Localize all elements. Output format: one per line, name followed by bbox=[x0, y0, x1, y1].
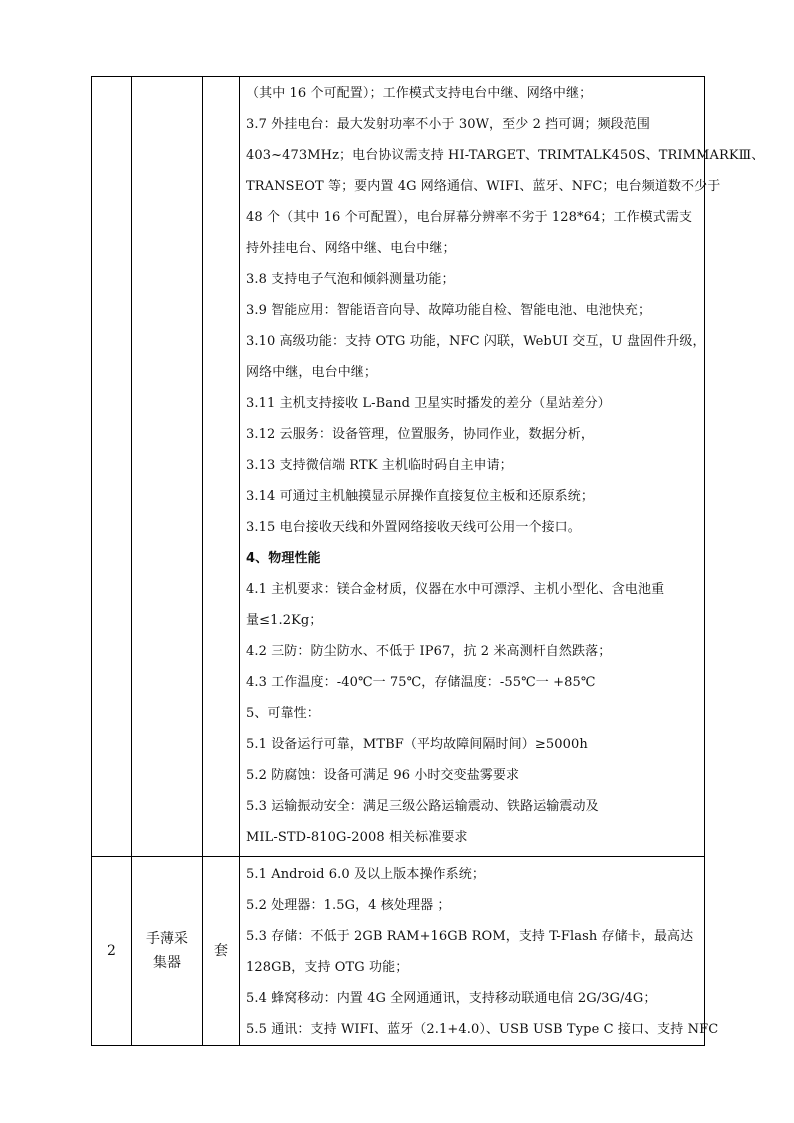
spec-line: 5.3 运输振动安全：满足三级公路运输震动、铁路运输震动及 bbox=[246, 799, 599, 814]
spec-line: 3.14 可通过主机触摸显示屏操作直接复位主板和还原系统； bbox=[246, 489, 594, 504]
spec-line: 持外挂电台、网络中继、电台中继； bbox=[246, 241, 456, 256]
spec-line: 5.1 设备运行可靠，MTBF（平均故障间隔时间）≥5000h bbox=[246, 737, 588, 752]
item-unit-cell bbox=[203, 857, 240, 1046]
spec-line: 量≤1.2Kg； bbox=[246, 613, 323, 628]
spec-line: 3.10 高级功能：支持 OTG 功能，NFC 闪联，WebUI 交互，U 盘固件升级， bbox=[246, 334, 706, 349]
spec-line: 5.3 存储：不低于 2GB RAM+16GB ROM，支持 T-Flash 存储卡，最高达 bbox=[246, 929, 694, 944]
spec-line: 5.2 处理器：1.5G，4 核处理器 ； bbox=[246, 898, 451, 913]
table-row bbox=[92, 857, 705, 1046]
item-name-cell bbox=[132, 857, 203, 1046]
spec-line: 3.15 电台接收天线和外置网络接收天线可公用一个接口。 bbox=[246, 520, 581, 535]
spec-cell bbox=[240, 857, 719, 1046]
spec-line: 3.7 外挂电台：最大发射功率不小于 30W，至少 2 挡可调；频段范围 bbox=[246, 117, 650, 132]
spec-cell bbox=[240, 77, 765, 857]
spec-line: 48 个（其中 16 个可配置），电台屏幕分辨率不劣于 128*64；工作模式需支 bbox=[246, 210, 693, 225]
spec-line: 3.11 主机支持接收 L-Band 卫星实时播发的差分（星站差分） bbox=[246, 396, 611, 411]
spec-line: 3.13 支持微信端 RTK 主机临时码自主申请； bbox=[246, 458, 513, 473]
item-name-cell bbox=[132, 77, 203, 857]
spec-line: 3.8 支持电子气泡和倾斜测量功能； bbox=[246, 272, 455, 287]
section-heading: 4、物理性能 bbox=[246, 551, 321, 566]
spec-line: 403~473MHz；电台协议需支持 HI-TARGET、TRIMTALK450S、TRIMMARKⅢ、 bbox=[246, 148, 765, 163]
spec-line: 5、可靠性： bbox=[246, 706, 320, 721]
spec-line: TRANSEOT 等；要内置 4G 网络通信、WIFI、蓝牙、NFC；电台频道数不少于 bbox=[246, 179, 721, 194]
item-number-cell bbox=[92, 857, 132, 1046]
item-number-cell bbox=[92, 77, 132, 857]
spec-line: 3.9 智能应用：智能语音向导、故障功能自检、智能电池、电池快充； bbox=[246, 303, 652, 318]
spec-line: （其中 16 个可配置）；工作模式支持电台中继、网络中继； bbox=[246, 86, 593, 101]
spec-line: MIL-STD-810G-2008 相关标准要求 bbox=[246, 830, 468, 845]
spec-line: 5.4 蜂窝移动：内置 4G 全网通通讯，支持移动联通电信 2G/3G/4G； bbox=[246, 991, 657, 1006]
item-number: 2 bbox=[107, 943, 116, 959]
table-row bbox=[92, 77, 705, 857]
spec-line: 4.1 主机要求：镁合金材质，仪器在水中可漂浮、主机小型化、含电池重 bbox=[246, 582, 665, 597]
spec-line: 网络中继，电台中继； bbox=[246, 365, 378, 380]
item-unit-cell bbox=[203, 77, 240, 857]
spec-line: 5.5 通讯：支持 WIFI、蓝牙（2.1+4.0）、USB USB Type C 接口、支持 NFC bbox=[246, 1022, 719, 1037]
spec-line: 5.1 Android 6.0 及以上版本操作系统； bbox=[246, 867, 485, 882]
spec-line: 4.2 三防：防尘防水、不低于 IP67，抗 2 米高测杆自然跌落； bbox=[246, 644, 612, 659]
spec-line: 5.2 防腐蚀：设备可满足 96 小时交变盐雾要求 bbox=[246, 768, 520, 783]
spec-table bbox=[91, 76, 765, 1046]
spec-line: 128GB，支持 OTG 功能； bbox=[246, 960, 409, 975]
spec-line: 3.12 云服务：设备管理，位置服务，协同作业，数据分析， bbox=[246, 427, 594, 442]
item-name: 手薄采集器 bbox=[146, 931, 188, 971]
spec-line: 4.3 工作温度：-40℃一 75℃，存储温度：-55℃一 +85℃ bbox=[246, 675, 596, 690]
item-unit: 套 bbox=[214, 943, 228, 959]
